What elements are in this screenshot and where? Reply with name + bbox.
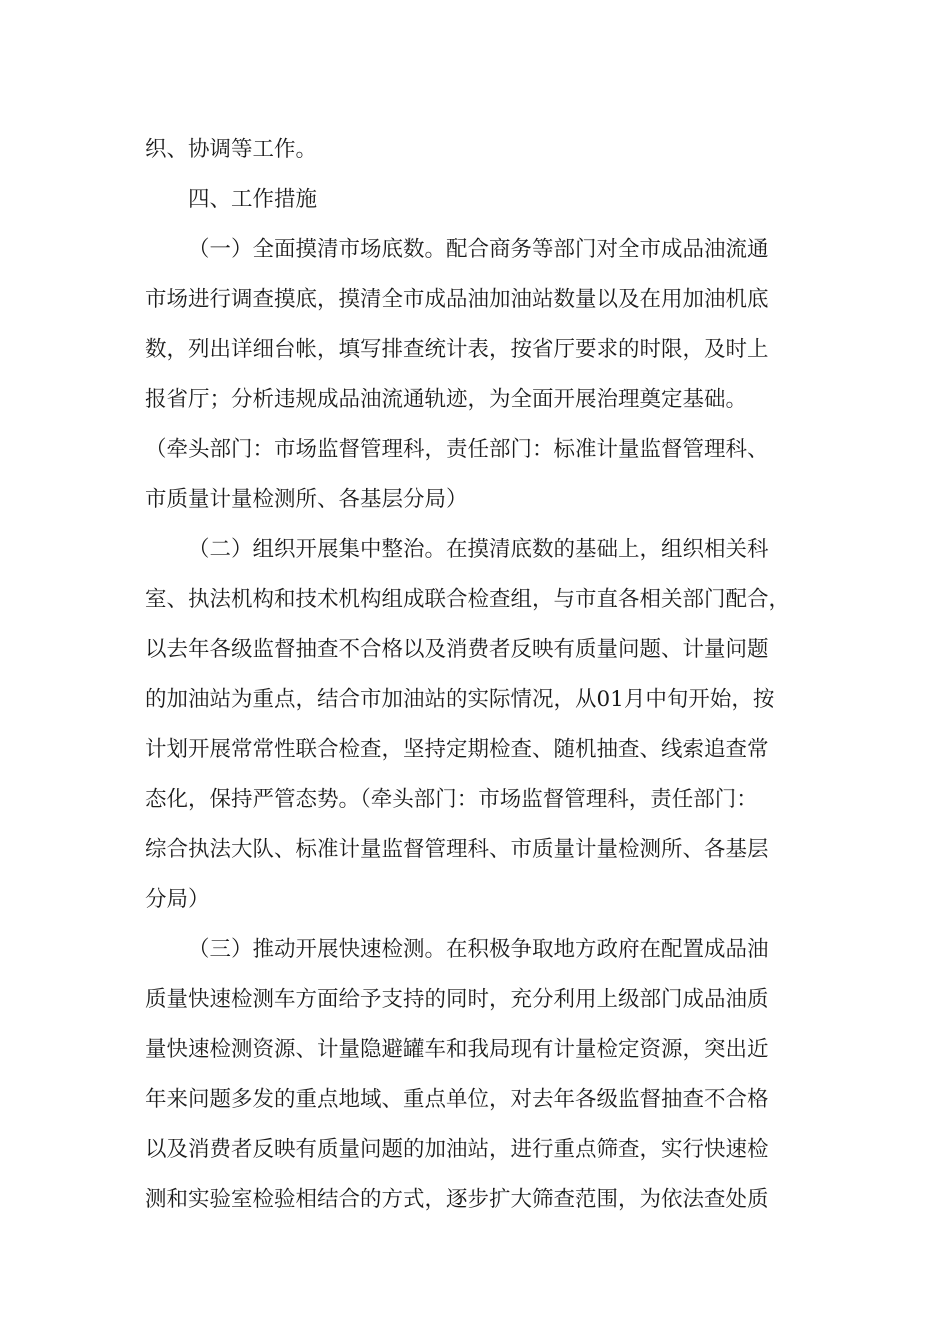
text-line: 态化，保持严管态势。（牵头部门：市场监督管理科，责任部门： [145,787,758,812]
text-line: 市场进行调查摸底，摸清全市成品油加油站数量以及在用加油机底 [145,287,769,312]
text-line: 质量快速检测车方面给予支持的同时，充分利用上级部门成品油质 [145,987,769,1012]
text-line: 综合执法大队、标准计量监督管理科、市质量计量检测所、各基层 [145,837,769,862]
text-line: 测和实验室检验相结合的方式，逐步扩大筛查范围，为依法查处质 [145,1187,769,1212]
text-line: （一）全面摸清市场底数。配合商务等部门对全市成品油流通 [188,237,769,262]
text-line: 数，列出详细台帐，填写排查统计表，按省厅要求的时限，及时上 [145,337,769,362]
text-line: （三）推动开展快速检测。在积极争取地方政府在配置成品油 [188,937,769,962]
text-line: 分局） [145,887,210,912]
text-line: （牵头部门：市场监督管理科，责任部门：标准计量监督管理科、 [145,437,769,462]
text-line: （二）组织开展集中整治。在摸清底数的基础上，组织相关科 [188,537,769,562]
section-heading: 四、工作措施 [188,187,318,212]
text-line: 以去年各级监督抽查不合格以及消费者反映有质量问题、计量问题 [145,637,769,662]
text-line: 室、执法机构和技术机构组成联合检查组，与市直各相关部门配合， [145,587,791,612]
text-line: 报省厅；分析违规成品油流通轨迹，为全面开展治理奠定基础。 [145,387,748,412]
text-line: 年来问题多发的重点地域、重点单位，对去年各级监督抽查不合格 [145,1087,769,1112]
text-line: 织、协调等工作。 [145,137,318,162]
text-line: 计划开展常常性联合检查，坚持定期检查、随机抽查、线索追查常 [145,737,769,762]
text-line: 量快速检测资源、计量隐避罐车和我局现有计量检定资源，突出近 [145,1037,769,1062]
text-line: 的加油站为重点，结合市加油站的实际情况，从01月中旬开始，按 [145,687,775,712]
text-line: 市质量计量检测所、各基层分局） [145,487,468,512]
text-line: 以及消费者反映有质量问题的加油站，进行重点筛查，实行快速检 [145,1137,769,1162]
